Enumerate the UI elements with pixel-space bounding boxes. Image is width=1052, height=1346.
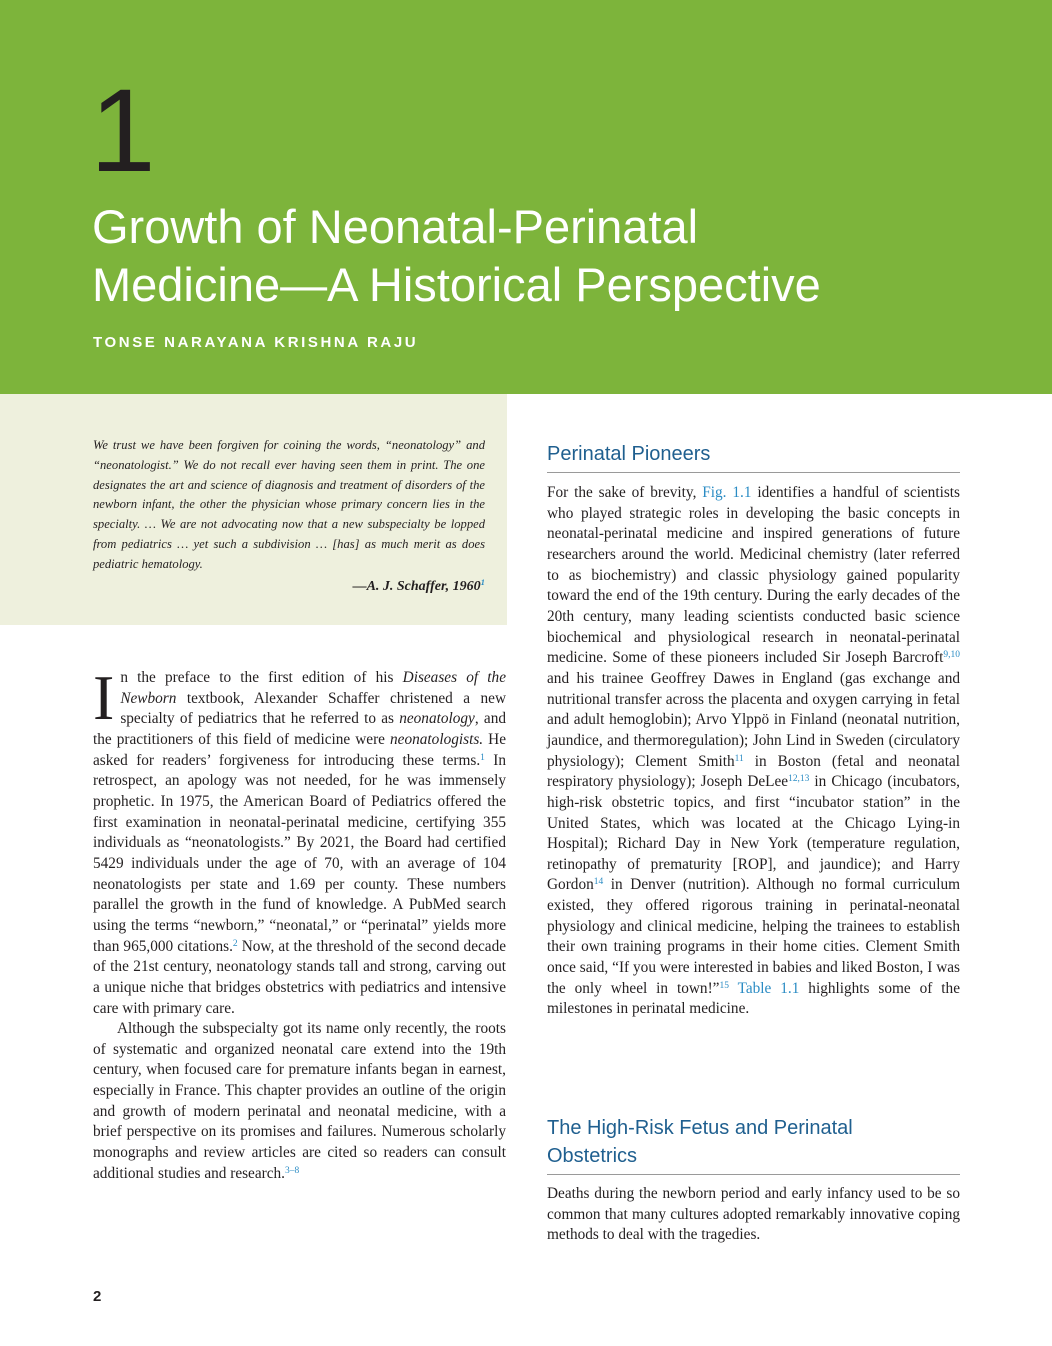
drop-cap: I [93,662,115,733]
citation-ref[interactable]: 3–8 [285,1165,300,1176]
text-run: Now, at the threshold of the second decade of the 21st century, neonatology stands tall and strong, carving out a unique niche that bridges obstetrics with pediatrics and intensive care with primary care. [93,937,507,1017]
chapter-number: 1 [90,65,156,197]
text-run: He asked for readers’ forgiveness for introducing these terms. [93,730,506,769]
chapter-title [92,198,992,314]
text-run: in Boston (fetal and neonatal respiratory physiology); Joseph DeLee [547,752,960,791]
text-run: in Chicago (incubators, high-risk obstetric topics, and first “incubator station” in the United States, which was located at the Chicago Lying-in Hospital); Richard Day in New York (temperature regulation, retinopathy of prematurity [ROP], and jaundice); and Harry Gordon [547,773,960,894]
term-neonatology: neonatology [399,710,475,728]
term-neonatologists: neonatologists. [390,730,484,748]
citation-ref[interactable]: 9,10 [943,650,960,661]
text-run: in Denver (nutrition). Although no formal curriculum existed, they offered rigorous training in perinatal-neonatal physiology and clinical medicine, helping the trainees to establish their own training programs in their home cities. Clement Smith once said, “If you were interested in babies and liked Boston, I was the only wheel in town!” [547,876,960,997]
heading-line: The High-Risk Fetus and Perinatal [547,1117,853,1139]
epigraph-quote: We trust we have been forgiven for coining the words, “neonatology” and “neonatologist.” We do not recall ever having seen them in print. The one designates the art and science of diagnosis and treatment of disorders of the newborn infant, the other the physician whose primary concern lies in the specialty. … We are not advocating now that a new subspecialty be lopped from pediatrics … yet such a subdivision … [has] as much merit as does pediatric hematology. [93,438,485,571]
citation-ref[interactable]: 1 [480,752,485,763]
chapter-title-line-2: Medicine—A Historical Perspective [92,258,821,311]
text-run: Although the subspecialty got its name only recently, the roots of systematic and organized neonatal care extend into the 19th century, when focused care for premature infants began in earnest, especially in France. This chapter provides an outline of the origin and growth of modern perinatal and neonatal medicine, with a brief perspective on its promises and failures. Numerous scholarly monographs and review articles are cited so readers can consult additional studies and research. [93,1020,506,1182]
text-run: , and the practitioners of this field of medicine were [93,710,506,748]
citation-ref[interactable]: 15 [719,980,729,991]
text-run: textbook, Alexander Schaffer christened a new specialty of pediatrics that he referred to as [120,689,506,728]
book-title: Diseases of the Newborn [120,669,506,707]
table-link[interactable]: Table 1.1 [737,979,800,997]
citation-ref[interactable]: 1 [480,577,485,588]
page-number: 2 [93,1288,102,1305]
figure-link[interactable]: Fig. 1.1 [702,484,752,501]
heading-line: Obstetrics [547,1145,638,1167]
text-run: In retrospect, an apology was not needed, for he was immensely prophetic. In 1975, the American Board of Pediatrics offered the first examination in neonatal-perinatal medicine, certifying 355 individuals as “neonatologists.” By 2021, the Board had certified 5429 individuals under the age of 70, with an average of 104 neonatologists per state and 1.69 per county. These numbers parallel the growth in the fund of knowledge. A PubMed search using the terms “newborn,” “neonatal,” or “perinatal” yields more than 965,000 citations. [93,751,506,955]
citation-ref[interactable]: 14 [593,877,604,888]
text-run: For the sake of brevity, [547,484,703,501]
epigraph-attribution-text: —A. J. Schaffer, 1960 [352,579,481,594]
epigraph-attribution [93,579,485,595]
paragraph-pioneers [547,483,960,1020]
paragraph-intro [93,662,507,1019]
text-run [729,980,738,997]
section-heading-high-risk-fetus [547,1114,960,1175]
text-run: and his trainee Geoffrey Dawes in England (gas exchange and nutritional transfer across the placenta and oxygen carrying in fetal and adult hemoglobin); Arvo Ylppö in Finland (neonatal nutrition, jaundice, and thermoregulation); John Lind in Sweden (circulatory physiology); Clement Smith [547,669,960,770]
chapter-author: TONSE NARAYANA KRISHNA RAJU [93,334,419,351]
citation-ref[interactable]: 12,13 [788,773,810,784]
paragraph-history [93,1019,506,1184]
section-heading-perinatal-pioneers: Perinatal Pioneers [547,440,960,473]
citation-ref[interactable]: 11 [734,753,744,764]
citation-ref[interactable]: 2 [232,938,238,949]
chapter-title-line-1: Growth of Neonatal-Perinatal [92,200,699,253]
text-run: identifies a handful of scientists who played strategic roles in developing the basic concepts in neonatal-perinatal medicine and inspired generations of future researchers around the world. Medicinal chemistry (later referred to as biochemistry) and classic physiology gained popularity toward the end of the 19th century. During the early decades of the 20th century, many leading scientists conducted basic science biochemical and physiological research in neonatal-perinatal medicine. Some of these pioneers included Sir Joseph Barcroft [547,484,960,667]
text-run: highlights some of the milestones in perinatal medicine. [547,979,960,1018]
left-column [93,662,507,1184]
text-run: n the preface to the first edition of his [120,669,403,686]
paragraph-high-risk-fetus: Deaths during the newborn period and early infancy used to be so common that many cultures adopted remarkably innovative coping methods to deal with the tragedies. [547,1185,960,1244]
